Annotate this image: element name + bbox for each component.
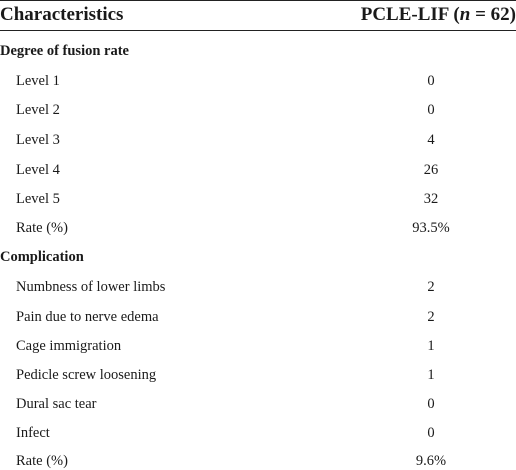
row-value: 93.5% xyxy=(412,220,450,236)
row-value: 1 xyxy=(427,367,435,383)
column-header-pcle-lif: PCLE-LIF (n = 62) xyxy=(360,4,516,25)
row-value: 4 xyxy=(427,132,435,148)
row-label: Rate (%) xyxy=(16,453,68,469)
row-label: Level 1 xyxy=(16,73,60,89)
row-value: 26 xyxy=(423,162,439,178)
row-label: Infect xyxy=(16,425,50,441)
header-rule xyxy=(0,30,516,31)
row-label: Level 4 xyxy=(16,162,60,178)
section-title-complication: Complication xyxy=(0,249,84,265)
column-header-characteristics: Characteristics xyxy=(0,4,124,25)
top-rule xyxy=(0,0,516,1)
row-label: Cage immigration xyxy=(16,338,122,354)
row-value: 0 xyxy=(427,73,435,89)
row-value: 32 xyxy=(423,191,439,207)
row-label: Pedicle screw loosening xyxy=(16,367,157,383)
row-value: 9.6% xyxy=(415,453,447,469)
row-value: 2 xyxy=(427,309,435,325)
row-label: Level 2 xyxy=(16,102,60,118)
row-value: 2 xyxy=(427,279,435,295)
row-label: Level 5 xyxy=(16,191,60,207)
row-value: 1 xyxy=(427,338,435,354)
section-title-fusion: Degree of fusion rate xyxy=(0,43,129,59)
row-value: 0 xyxy=(427,102,435,118)
row-label: Level 3 xyxy=(16,132,60,148)
row-label: Numbness of lower limbs xyxy=(16,279,166,295)
row-value: 0 xyxy=(427,396,435,412)
row-label: Pain due to nerve edema xyxy=(16,309,159,325)
row-label: Dural sac tear xyxy=(16,396,97,412)
row-value: 0 xyxy=(427,425,435,441)
row-label: Rate (%) xyxy=(16,220,68,236)
